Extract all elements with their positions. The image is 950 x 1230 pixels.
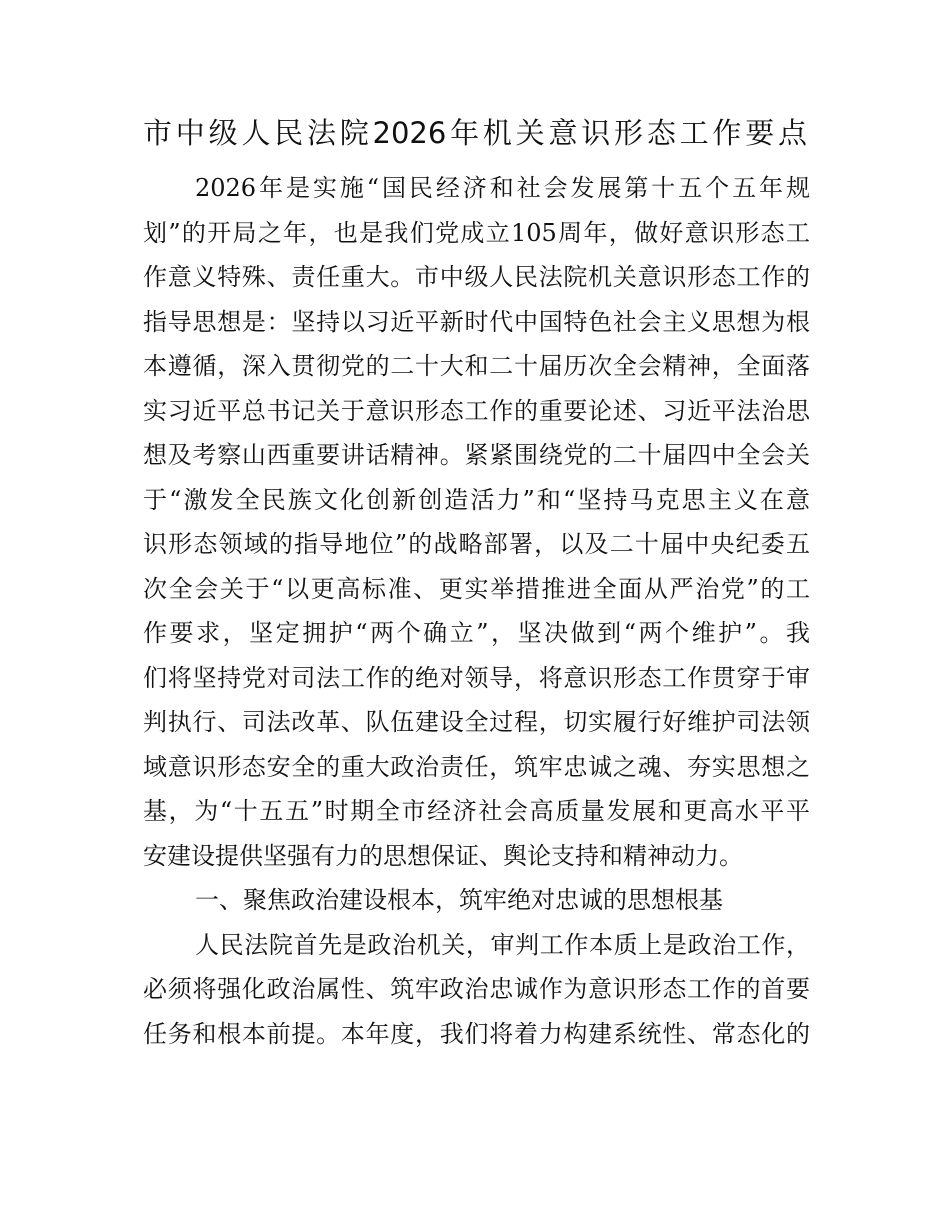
text-line: 安建设提供坚强有力的思想保证、舆论支持和精神动力。	[143, 841, 743, 870]
document-body	[143, 166, 810, 1056]
text-line: 任务和根本前提。本年度，我们将着力构建系统性、常态化的	[143, 1019, 810, 1048]
text-line: 们将坚持党对司法工作的绝对领导，将意识形态工作贯穿于审	[143, 663, 810, 692]
text-line: 于“激发全民族文化创新创造活力”和“坚持马克思主义在意	[143, 485, 810, 514]
text-line: 次全会关于“以更高标准、更实举措推进全面从严治党”的工	[143, 574, 810, 603]
section-heading: 一、聚焦政治建设根本，筑牢绝对忠诚的思想根基	[195, 886, 723, 914]
text-line: 域意识形态安全的重大政治责任，筑牢忠诚之魂、夯实思想之	[143, 752, 810, 781]
text-line: 判执行、司法改革、队伍建设全过程，切实履行好维护司法领	[143, 708, 810, 736]
text-line: 人民法院首先是政治机关，审判工作本质上是政治工作，	[195, 930, 810, 959]
paragraph-intro	[143, 166, 810, 878]
text-line: 基，为“十五五”时期全市经济社会高质量发展和更高水平平	[143, 797, 810, 825]
text-line: 划”的开局之年，也是我们党成立105周年，做好意识形态工	[143, 218, 810, 247]
text-line: 作要求，坚定拥护“两个确立”，坚决做到“两个维护”。我	[143, 619, 810, 647]
text-line: 指导思想是：坚持以习近平新时代中国特色社会主义思想为根	[143, 307, 810, 336]
text-line: 实习近平总书记关于意识形态工作的重要论述、习近平法治思	[143, 396, 810, 425]
text-line: 想及考察山西重要讲话精神。紧紧围绕党的二十届四中全会关	[143, 441, 810, 469]
document-title: 市中级人民法院2026年机关意识形态工作要点	[143, 116, 807, 150]
text-line: 必须将强化政治属性、筑牢政治忠诚作为意识形态工作的首要	[143, 975, 810, 1003]
text-line: 识形态领域的指导地位”的战略部署，以及二十届中央纪委五	[143, 530, 810, 558]
text-line: 2026年是实施“国民经济和社会发展第十五个五年规	[195, 174, 810, 202]
text-line: 本遵循，深入贯彻党的二十大和二十届历次全会精神，全面落	[143, 352, 810, 380]
paragraph-section1	[143, 923, 810, 1057]
text-line: 作意义特殊、责任重大。市中级人民法院机关意识形态工作的	[143, 263, 810, 291]
